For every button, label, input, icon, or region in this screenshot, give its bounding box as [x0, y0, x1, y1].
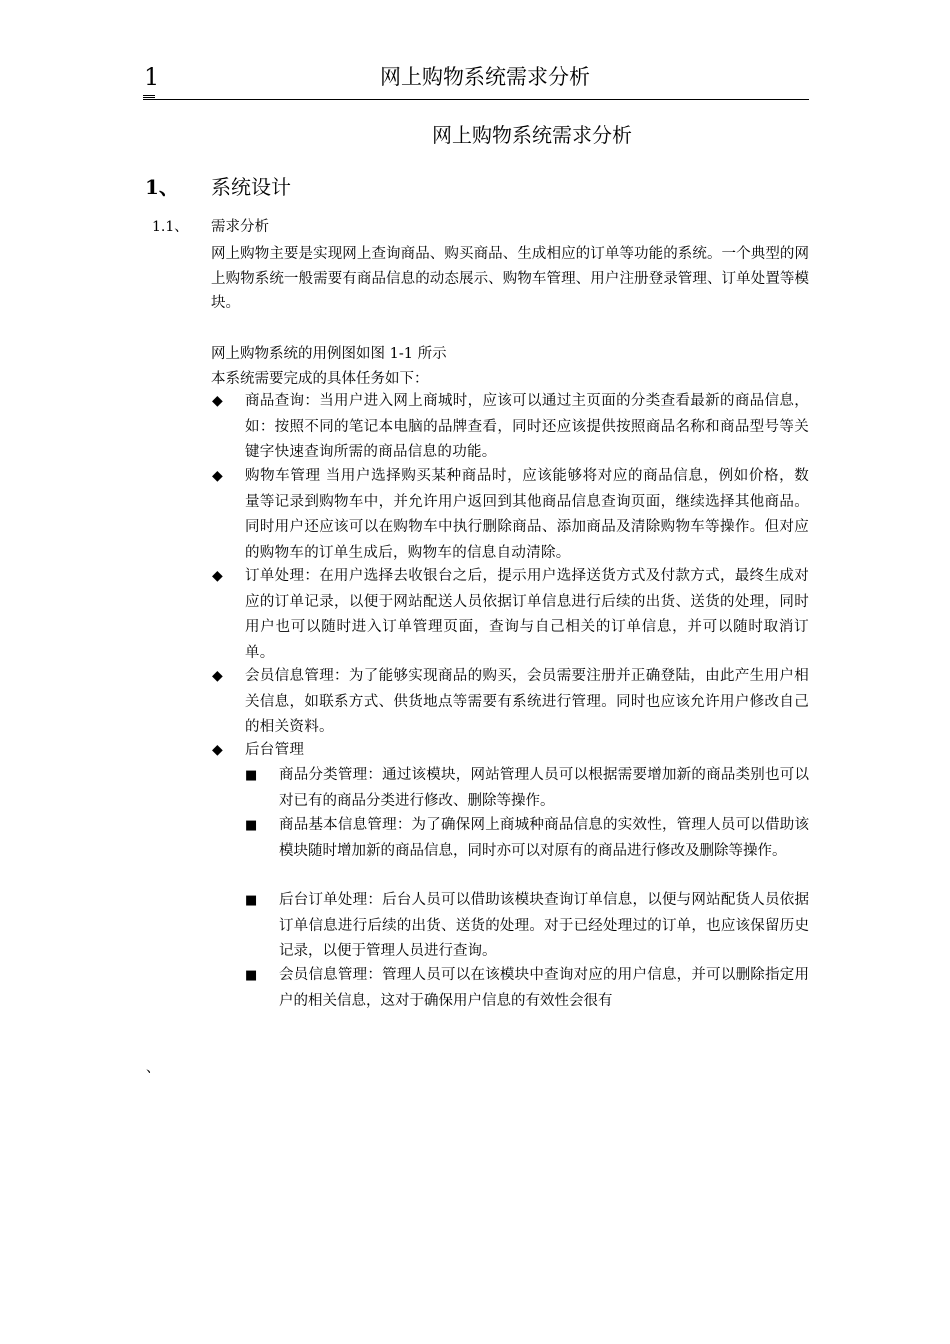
- sub-item-product-info-management: 商品基本信息管理：为了确保网上商城种商品信息的实效性，管理人员可以借助该模块随时增加新的商品信息，同时亦可以对原有的商品进行修改及删除等操作。: [279, 817, 809, 859]
- document-title: 网上购物系统需求分析: [432, 123, 632, 147]
- section-1-title: 系统设计: [211, 175, 291, 199]
- page-number-underline-2: [143, 97, 155, 98]
- square-bullet-icon: ■: [245, 968, 258, 983]
- bullet-item-backend-management: 后台管理: [245, 742, 305, 758]
- intro-paragraph: 网上购物主要是实现网上查询商品、购买商品、生成相应的订单等功能的系统。一个典型的网上购物系统一般需要有商品信息的动态展示、购物车管理、用户注册登录管理、订单处置等模块。: [211, 246, 809, 311]
- square-bullet-icon: ■: [245, 768, 258, 783]
- figure-reference: 网上购物系统的用例图如图 1-1 所示: [211, 346, 447, 362]
- header-rule: [143, 99, 809, 100]
- sub-item-member-info-management: 会员信息管理：管理人员可以在该模块中查询对应的用户信息，并可以删除指定用户的相关信息，这对于确保用户信息的有效性会很有: [279, 967, 809, 1009]
- diamond-bullet-icon: ◆: [212, 393, 223, 409]
- sub-item-category-management: 商品分类管理：通过该模块，网站管理人员可以根据需要增加新的商品类别也可以对已有的商品分类进行修改、删除等操作。: [279, 767, 809, 809]
- bullet-item-member-info: 会员信息管理：为了能够实现商品的购买，会员需要注册并正确登陆，由此产生用户相关信息，如联系方式、供货地点等需要有系统进行管理。同时也应该允许用户修改自己的相关资料。: [245, 668, 809, 735]
- trailing-mark: 、: [146, 1060, 160, 1076]
- section-1-1-number: 1.1、: [152, 219, 189, 235]
- sub-item-backend-order-processing: 后台订单处理：后台人员可以借助该模块查询订单信息，以便与网站配货人员依据订单信息进行后续的出货、送货的处理。对于已经处理过的订单，也应该保留历史记录，以便于管理人员进行查询。: [279, 892, 809, 959]
- diamond-bullet-icon: ◆: [212, 468, 223, 484]
- diamond-bullet-icon: ◆: [212, 742, 223, 758]
- square-bullet-icon: ■: [245, 818, 258, 833]
- bullet-item-order-processing: 订单处理：在用户选择去收银台之后，提示用户选择送货方式及付款方式，最终生成对应的订单记录，以便于网站配送人员依据订单信息进行后续的出货、送货的处理，同时用户也可以随时进入订单管理页面，查询与自己相关的订单信息，并可以随时取消订单。: [245, 568, 809, 661]
- bullet-item-product-query: 商品查询：当用户进入网上商城时，应该可以通过主页面的分类查看最新的商品信息，如：按照不同的笔记本电脑的品牌查看，同时还应该提供按照商品名称和商品型号等关键字快速查询所需的商品信息的功能。: [245, 393, 809, 460]
- square-bullet-icon: ■: [245, 893, 258, 908]
- task-intro: 本系统需要完成的具体任务如下：: [211, 371, 429, 387]
- section-1-1-title: 需求分析: [211, 219, 269, 235]
- diamond-bullet-icon: ◆: [212, 568, 223, 584]
- bullet-item-cart-management: 购物车管理 当用户选择购买某种商品时，应该能够将对应的商品信息，例如价格，数量等记录到购物车中，并允许用户返回到其他商品信息查询页面，继续选择其他商品。同时用户还应该可以在购物车中执行删除商品、添加商品及清除购物车等操作。但对应的购物车的订单生成后，购物车的信息自动清除。: [245, 468, 809, 561]
- header-page-number: 1: [144, 63, 160, 91]
- section-1-number: 1、: [145, 175, 179, 199]
- page-number-underline: [143, 95, 155, 96]
- diamond-bullet-icon: ◆: [212, 668, 223, 684]
- header-title: 网上购物系统需求分析: [380, 65, 590, 89]
